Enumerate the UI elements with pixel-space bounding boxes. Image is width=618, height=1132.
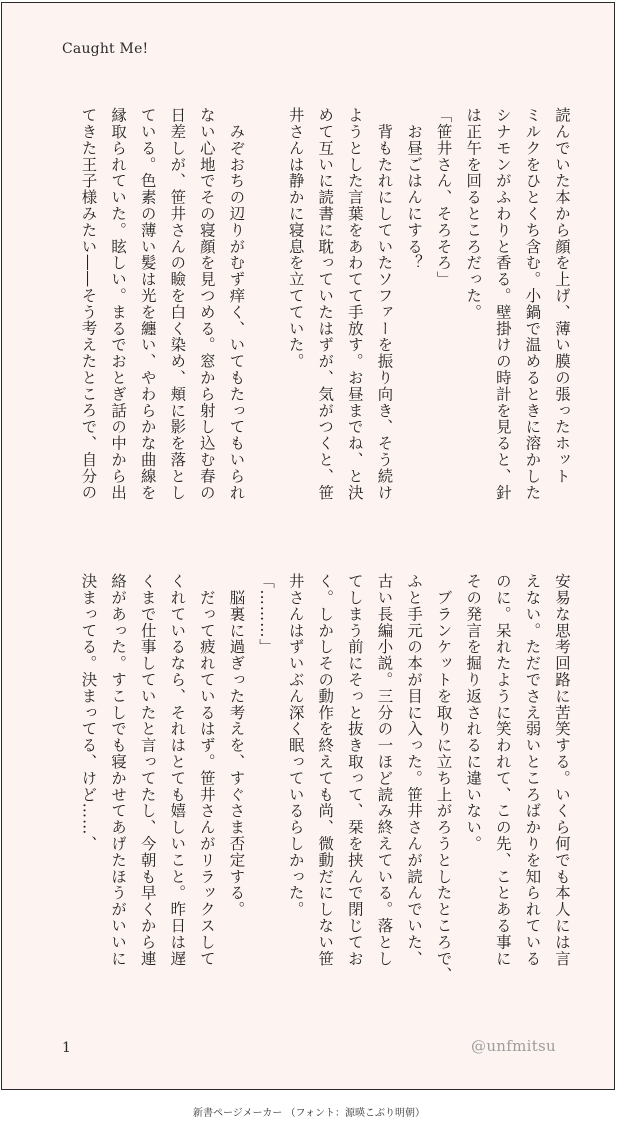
lower-text-block: 安易な思考回路に苦笑する。いくら何でも本人には言 えない。ただでさえ弱いところばかりを知られている のに。呆れたように笑われて、この先、ことある事に その発言を掘り返されるに違いない。 ブランケットを取りに立ち上がろうとしたところで、 ふと手元の本が目に入った。笹井さんが読んでいた、 古い長編小説。三分の一ほど読み終えている。落とし てしまう前にそっと抜き取って、栞を挟んで閉じてお く。しかしその動作を終えても尚、微動だにしない笹 井さんはずいぶん深く眠っているらしかった。 「………」 脳裏に過ぎった考えを、すぐさま否定する。 だって疲れているはず。笹井さんがリラックスして くれているなら、それはとても嬉しいこと。昨日は遅 くまで仕事していたと言ってたし、今朝も早くから連 絡があった。すこしでも寝かせてあげたほうがいいに 決まってる。決まってる、けど……、 xyxy=(79,573,571,983)
generator-footer-note: 新書ページメーカー （フォント：源暎こぶり明朝） xyxy=(193,1108,425,1119)
page-number: 1 xyxy=(62,1040,71,1056)
manuscript-page xyxy=(1,2,615,1090)
upper-text-block: 読んでいた本から顔を上げ、薄い膜の張ったホット ミルクをひとくち含む。小鍋で温めるときに溶かした シナモンがふわりと香る。壁掛けの時計を見ると、針 は正午を回るところだった。 「笹井さん、そろそろ」 お昼ごはんにする？ 背もたれにしていたソファーを振り向き、そう続け ようとした言葉をあわてて手放す。お昼までね、と決 めて互いに読書に耽っていたはずが、気がつくと、笹 井さんは静かに寝息を立てていた。 みぞおちの辺りがむず痒く、いてもたってもいられ ない心地でその寝顔を見つめる。窓から射し込む春の 日差しが、笹井さんの瞼を白く染め、頬に影を落とし ている。色素の薄い髪は光を纏い、やわらかな曲線を 縁取られていた。眩しい。まるでおとぎ話の中から出 てきた王子様みたい――そう考えたところで、自分の xyxy=(79,107,571,501)
page-title: Caught Me! xyxy=(62,41,149,57)
author-credit: @unfmitsu xyxy=(471,1037,556,1055)
